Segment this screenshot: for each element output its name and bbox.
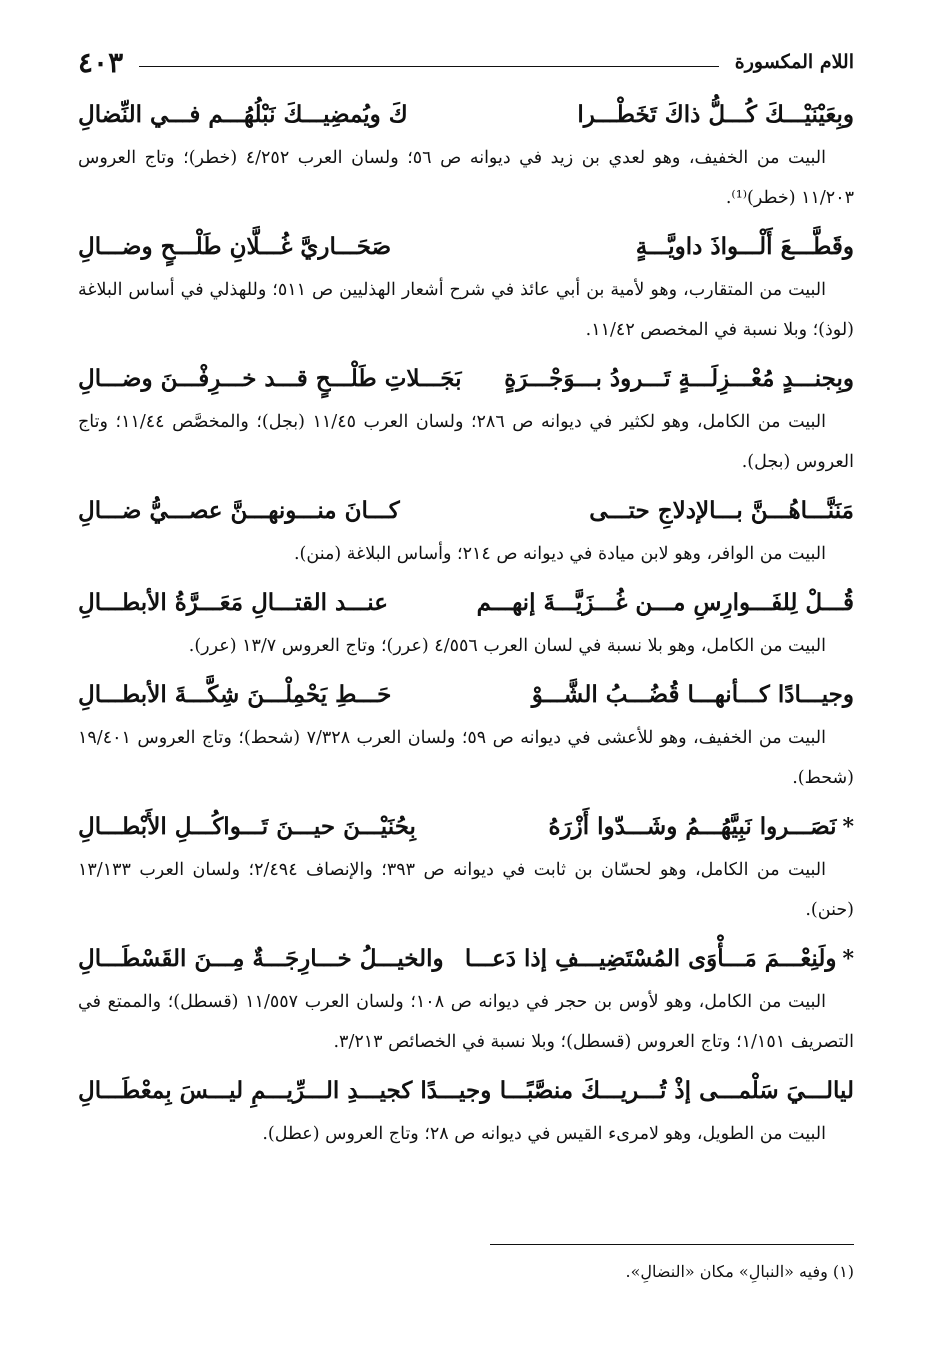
- verse-line: [78, 224, 854, 270]
- header-rule: [139, 66, 719, 67]
- verse-line: [78, 1068, 854, 1114]
- first-hemistich: [589, 488, 854, 534]
- verse-line: [78, 488, 854, 534]
- verse-line: [78, 356, 854, 402]
- page-header: [78, 42, 854, 82]
- first-hemistich: [577, 92, 854, 138]
- verse-note: [78, 402, 854, 482]
- first-hemistich-text: ليالـــيَ سَلْمـــى إذْ تُـــريـــكَ منصَّبًـــا: [499, 1077, 854, 1104]
- note-text: البيت من الوافر، وهو لابن ميادة في ديوانه ص ٢١٤؛ وأساس البلاغة (منن).: [293, 544, 826, 564]
- second-hemistich: والخيـــلُ خـــارِجَـــةٌ مِـــنَ القَسْطَـــالِ: [78, 945, 444, 972]
- verse-entry: [78, 672, 854, 798]
- star-marker: *: [842, 814, 854, 840]
- first-hemistich-text: ولَنِعْـــمَ مَـــأْوَى المُسْتَضِيـــفِ إذا دَعـــا: [464, 945, 837, 972]
- verse-line: [78, 92, 854, 138]
- verse-entry: [78, 224, 854, 350]
- first-hemistich-text: وقَطَّـــعَ أَلْـــواذَ داويَّـــةٍ: [635, 233, 854, 260]
- note-text: البيت من الكامل، وهو لأوس بن حجر في ديوانه ص ١٠٨؛ ولسان العرب ١١/٥٥٧ (قسطل)؛ والممتع في التصريف ١/١٥١؛ وتاج العروس (قسطل)؛ وبلا نسبة في الخصائص ٣/٢١٣.: [78, 992, 854, 1052]
- note-text: البيت من الكامل، وهو بلا نسبة في لسان العرب ٤/٥٥٦ (عرر)؛ وتاج العروس ١٣/٧ (عرر).: [188, 636, 826, 656]
- first-hemistich-text: وجيـــادًا كـــأنهـــا قُضُـــبُ الشَّـــوْ: [531, 681, 854, 708]
- verse-note: [78, 1114, 854, 1154]
- second-hemistich: بَجَـــلاتِ طَلْـــحٍ قـــد خـــرِفْـــنَ وضـــالِ: [78, 365, 462, 392]
- first-hemistich: [532, 672, 854, 718]
- note-text: البيت من المتقارب، وهو لأمية بن أبي عائذ في شرح أشعار الهذليين ص ٥١١؛ وللهذلي في أساس البلاغة (لوذ)؛ وبلا نسبة في المخصص ١١/٤٢.: [78, 280, 854, 340]
- page-number: ٤٠٣: [78, 45, 124, 79]
- first-hemistich: [636, 224, 854, 270]
- first-hemistich-text: قُـــلْ لِلفَـــوارِسِ مـــن غُـــزَيَّـــةَ إنهـــم: [476, 589, 854, 616]
- note-text: البيت من الكامل، وهو لحسّان بن ثابت في ديوانه ص ٣٩٣؛ والإنصاف ٢/٤٩٤؛ ولسان العرب ١٣/١٣٣ (حنن).: [78, 860, 854, 920]
- note-text: البيت من الطويل، وهو لامرىء القيس في ديوانه ص ٢٨؛ وتاج العروس (عطل).: [262, 1124, 826, 1144]
- second-hemistich: كَ ويُمضِيـــكَ نَبْلُهُـــم فـــي النِّضالِ: [78, 101, 408, 128]
- star-marker: *: [842, 946, 854, 972]
- verse-entry: [78, 804, 854, 930]
- verse-note: [78, 138, 854, 218]
- verse-line: [78, 672, 854, 718]
- first-hemistich: [477, 580, 854, 626]
- first-hemistich-text: وبِجنـــدٍ مُعْـــزِلَـــةٍ تَـــرودُ بـــوَجْـــرَةٍ: [504, 365, 854, 392]
- verse-note: [78, 270, 854, 350]
- first-hemistich: [548, 804, 854, 850]
- verse-entry: [78, 356, 854, 482]
- first-hemistich-text: مَنَنَّـــاهُـــنَّ بـــالإدلاجِ حتـــى: [589, 497, 854, 524]
- first-hemistich: [500, 1068, 854, 1114]
- note-text: البيت من الخفيف، وهو لعدي بن زيد في ديوانه ص ٥٦؛ ولسان العرب ٤/٢٥٢ (خطر)؛ وتاج العروس ١١/٢٠٣ (خطر)⁽¹⁾.: [78, 148, 854, 208]
- second-hemistich: صَحَـــاريَّ غُـــلَّانِ طَلْـــحٍ وضـــالِ: [78, 233, 392, 260]
- running-title: اللام المكسورة: [734, 51, 854, 73]
- verse-note: [78, 626, 854, 666]
- footnote-rule: [490, 1244, 854, 1245]
- verse-entry: [78, 580, 854, 666]
- first-hemistich: [504, 356, 854, 402]
- second-hemistich: عنـــد القتـــالِ مَعَـــرَّةُ الأبطـــالِ: [78, 589, 388, 616]
- verse-note: [78, 718, 854, 798]
- second-hemistich: حَـــطِ يَحْمِلْـــنَ شِكَّـــةَ الأبطـــالِ: [78, 681, 392, 708]
- verse-note: [78, 534, 854, 574]
- footnote: (١) وفيه «النبالِ» مكان «النضالِ».: [625, 1262, 854, 1281]
- verse-line: [78, 580, 854, 626]
- note-text: البيت من الكامل، وهو لكثير في ديوانه ص ٢٨٦؛ ولسان العرب ١١/٤٥ (بجل)؛ والمخصَّص ١١/٤٤؛ وتاج العروس (بجل).: [78, 412, 854, 472]
- verse-note: [78, 982, 854, 1062]
- verse-entry: [78, 488, 854, 574]
- verse-line: [78, 936, 854, 982]
- first-hemistich-text: وبِعَيْنَيْـــكَ كُـــلُّ ذاكَ تَخَطْـــرا: [577, 101, 854, 128]
- first-hemistich: [465, 936, 854, 982]
- second-hemistich: بِحُنَيْـــنَ حيـــنَ تَـــواكُـــلِ الأَبْطـــالِ: [78, 813, 416, 840]
- note-text: البيت من الخفيف، وهو للأعشى في ديوانه ص ٥٩؛ ولسان العرب ٧/٣٢٨ (شحط)؛ وتاج العروس ١٩/٤٠١ (شحط).: [78, 728, 854, 788]
- second-hemistich: وجيـــدًا كجيـــدِ الـــرِّيـــمِ ليـــسَ بِمعْطَـــالِ: [78, 1077, 492, 1104]
- verse-entry: [78, 92, 854, 218]
- second-hemistich: كـــانَ منـــونهـــنَّ عصـــيُّ ضـــالِ: [78, 497, 400, 524]
- first-hemistich-text: نَصَـــروا نَبِيَّهُـــمُ وشَـــدّوا أَزْرَهُ: [548, 813, 837, 840]
- verse-entry: [78, 1068, 854, 1154]
- verse-note: [78, 850, 854, 930]
- verse-entries: [78, 92, 854, 1160]
- verse-entry: [78, 936, 854, 1062]
- verse-line: [78, 804, 854, 850]
